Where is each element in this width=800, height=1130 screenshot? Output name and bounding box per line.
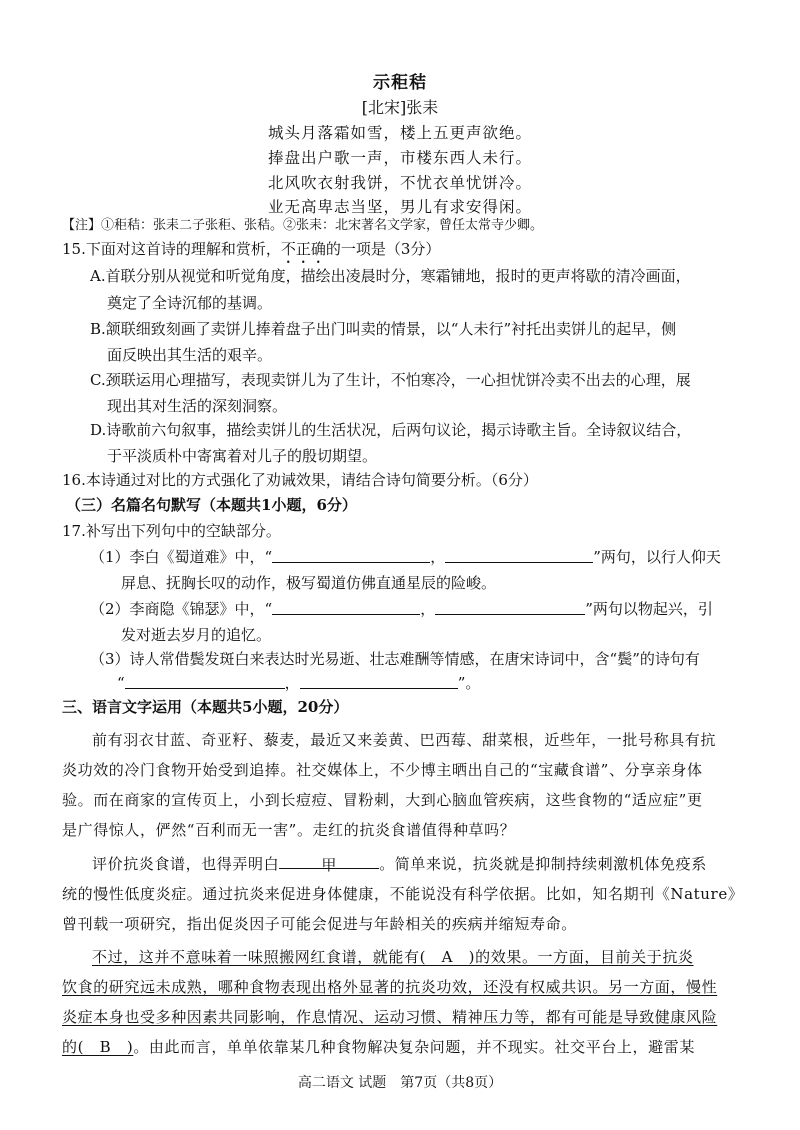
passage-text: 评价抗炎食谱，也得弄明白	[92, 855, 280, 873]
poem-note: 【注】①秬秸：张耒二子张秬、张秸。②张耒：北宋著名文学家，曾任太常寺少卿。	[62, 218, 544, 233]
q15-stem-part: 的一项是（3分）	[325, 240, 441, 258]
q17-item-1-line2: 屏息、抚胸长叹的动作，极写蜀道仿佛直通星辰的险峻。	[121, 574, 497, 592]
q17-text: （1）李白《蜀道难》中，“	[90, 548, 273, 566]
passage-text: 。简单来说，抗炎就是抑制持续刺激机体免疫系	[379, 855, 707, 873]
q17-item-3-line1: （3）诗人常借鬓发斑白来表达时光易逝、壮志难酬等情感，在唐宋诗词中，含“鬓”的诗句有	[90, 650, 700, 668]
q17-text: ，	[284, 674, 300, 692]
underlined-passage-line: 饮食的研究远未成熟，哪种食物表现出格外显著的抗炎功效，还没有权威共识。另一方面，慢性	[62, 978, 718, 996]
answer-blank[interactable]	[300, 674, 458, 689]
question-15-stem	[62, 238, 440, 267]
passage-line: 前有羽衣甘蓝、奇亚籽、藜麦，最近又来姜黄、巴西莓、甜菜根，近些年，一批号称具有抗	[92, 731, 717, 749]
underlined-passage-line: 不过，这并不意味着一味照搬网红食谱，就能有( A )的效果。一方面，目前关于抗炎	[92, 948, 694, 966]
option-c-line2: 现出其对生活的深刻洞察。	[107, 397, 288, 415]
answer-blank[interactable]	[435, 600, 585, 615]
poem-line: 城头月落霜如雪，楼上五更声欲绝。	[267, 124, 532, 142]
option-d-line1: D.诗歌前六句叙事，描绘卖饼儿的生活状况，后两句议论，揭示诗歌主旨。全诗叙议结合，	[90, 421, 692, 439]
part-3-header: 三、语言文字运用（本题共5小题，20分）	[62, 698, 349, 716]
passage-line: 炎功效的冷门食物开始受到追捧。社交媒体上，不少博主晒出自己的“宝藏食谱”、分享亲身体	[62, 761, 703, 779]
answer-blank[interactable]	[272, 600, 420, 615]
q17-item-2-line2: 发对逝去岁月的追忆。	[121, 626, 272, 644]
page-footer: 高二语文 试题 第7页（共8页）	[297, 1075, 503, 1091]
option-c-line1: C.颈联运用心理描写，表现卖饼儿为了生计，不怕寒冷，一心担忧饼冷卖不出去的心理，展	[90, 371, 691, 389]
option-b-line1: B.颔联细致刻画了卖饼儿捧着盘子出门叫卖的情景，以“人未行”衬托出卖饼儿的起早，侧	[90, 320, 677, 338]
q15-stem-part: 15.下面对这首诗的理解和赏析，	[62, 240, 281, 258]
q17-item-3-line2	[117, 672, 480, 693]
passage-line	[92, 853, 707, 874]
option-a-line2: 奠定了全诗沉郁的基调。	[107, 294, 273, 312]
option-d-line2: 于平淡质朴中寄寓着对儿子的殷切期望。	[107, 447, 378, 465]
passage-line: 是广得惊人，俨然“百利而无一害”。走红的抗炎食谱值得种草吗？	[62, 821, 516, 839]
q17-item-1-line1	[90, 546, 721, 567]
q17-text: （2）李商隐《锦瑟》中，“	[90, 600, 273, 618]
poem-line: 捧盘出户歌一声，市楼东西人未行。	[267, 149, 532, 167]
poem-line: 北风吹衣射我饼，不忧衣单忧饼冷。	[267, 174, 532, 192]
option-a-line1: A.首联分别从视觉和听觉角度，描绘出凌晨时分，寒霜铺地，报时的更声将歇的清冷画面，	[90, 267, 691, 285]
answer-blank[interactable]	[272, 548, 430, 563]
q17-text: ”两句以物起兴，引	[585, 600, 713, 618]
underlined-text: 的( B )	[62, 1038, 134, 1056]
passage-text: 。由此而言，单单依靠某几种食物解决复杂问题，并不现实。社交平台上，避雷某	[133, 1038, 695, 1056]
answer-blank[interactable]	[125, 674, 285, 689]
q17-text: ，	[430, 548, 446, 566]
blank-甲[interactable]	[279, 854, 379, 874]
q17-text: ”。	[457, 674, 481, 692]
question-16: 16.本诗通过对比的方式强化了劝诫效果，请结合诗句简要分析。（6分）	[62, 471, 538, 489]
section-3-header: （三）名篇名句默写（本题共1小题，6分）	[66, 496, 357, 514]
passage-line: 验。而在商家的宣传页上，小到长痘痘、冒粉刺，大到心脑血管疾病，这些食物的“适应症”更	[62, 791, 703, 809]
passage-line	[62, 1036, 695, 1057]
poem-author: [北宋]张耒	[361, 98, 439, 117]
option-b-line2: 面反映出其生活的艰辛。	[107, 346, 273, 364]
underlined-passage-line: 炎症本身也受多种因素共同影响，作息情况、运动习惯、精神压力等，都有可能是导致健康风险	[62, 1008, 718, 1026]
q17-text: ”两句，以行人仰天	[593, 548, 721, 566]
poem-title: 示秬秸	[373, 73, 427, 93]
q17-item-2-line1	[90, 598, 713, 619]
q15-emphasis: 不正确	[280, 240, 326, 258]
q17-text: ，	[420, 600, 436, 618]
poem-line: 业无高卑志当坚，男儿有求安得闲。	[267, 198, 532, 216]
answer-blank[interactable]	[445, 548, 593, 563]
passage-line: 曾刊载一项研究，指出促炎因子可能会促进与年龄相关的疾病并缩短寿命。	[62, 915, 577, 933]
question-17-stem: 17.补写出下列句中的空缺部分。	[62, 522, 281, 540]
blank-label: 甲	[321, 856, 337, 874]
passage-line: 统的慢性低度炎症。通过抗炎来促进身体健康，不能说没有科学依据。比如，知名期刊《Nature》	[62, 885, 744, 903]
q17-text: “	[117, 674, 125, 692]
